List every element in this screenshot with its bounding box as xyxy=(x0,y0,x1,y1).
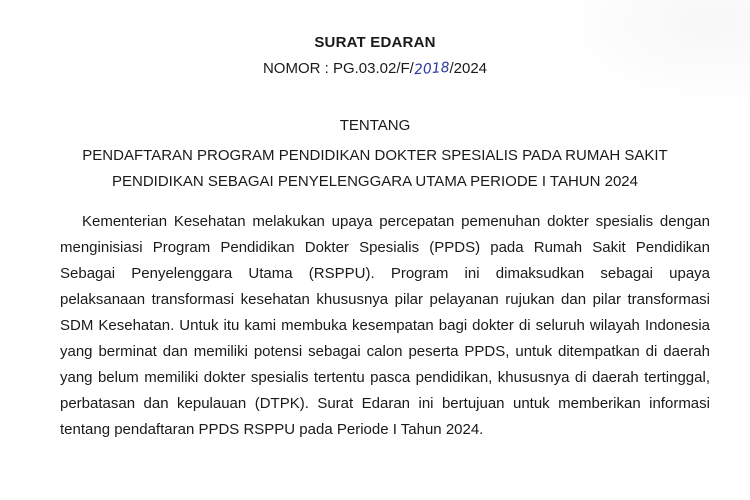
page-shading xyxy=(550,0,750,110)
body-line: pelaksanaan transformasi kesehatan khususnya pilar pelayanan rujukan dan pilar transformasi xyxy=(60,291,710,308)
document-number-suffix: /2024 xyxy=(449,60,488,77)
body-line: perbatasan dan kepulauan (DTPK). Surat Edaran ini bertujuan untuk memberikan informasi xyxy=(60,395,710,412)
document-subject xyxy=(40,143,710,195)
body-line: tentang pendaftaran PPDS RSPPU pada Periode I Tahun 2024. xyxy=(60,421,484,438)
body-line: yang belum memiliki dokter spesialis tertentu pasca pendidikan, khususnya di daerah tertinggal, xyxy=(60,369,710,386)
body-line: menginisiasi Program Pendidikan Dokter Spesialis (PPDS) pada Rumah Sakit Pendidikan xyxy=(60,239,710,256)
document-number-handwritten: 2018 xyxy=(413,59,450,79)
body-line: Sebagai Penyelenggara Utama (RSPPU). Program ini dimaksudkan sebagai upaya xyxy=(60,265,710,282)
tentang-heading: TENTANG xyxy=(339,117,411,134)
body-paragraph xyxy=(60,209,710,443)
body-line: Kementerian Kesehatan melakukan upaya percepatan pemenuhan dokter spesialis dengan xyxy=(82,213,710,230)
subject-line: PENDAFTARAN PROGRAM PENDIDIKAN DOKTER SPESIALIS PADA RUMAH SAKIT xyxy=(82,147,668,164)
body-line: yang berminat dan memiliki potensi sebagai calon peserta PPDS, untuk ditempatkan di daerah xyxy=(60,343,710,360)
document-title: SURAT EDARAN xyxy=(314,34,436,51)
subject-line: PENDIDIKAN SEBAGAI PENYELENGGARA UTAMA PERIODE I TAHUN 2024 xyxy=(112,173,638,190)
document-number-prefix: NOMOR : PG.03.02/F/ xyxy=(262,60,414,77)
body-line: SDM Kesehatan. Untuk itu kami membuka kesempatan bagi dokter di seluruh wilayah Indonesia xyxy=(60,317,710,334)
document-number xyxy=(0,60,750,77)
